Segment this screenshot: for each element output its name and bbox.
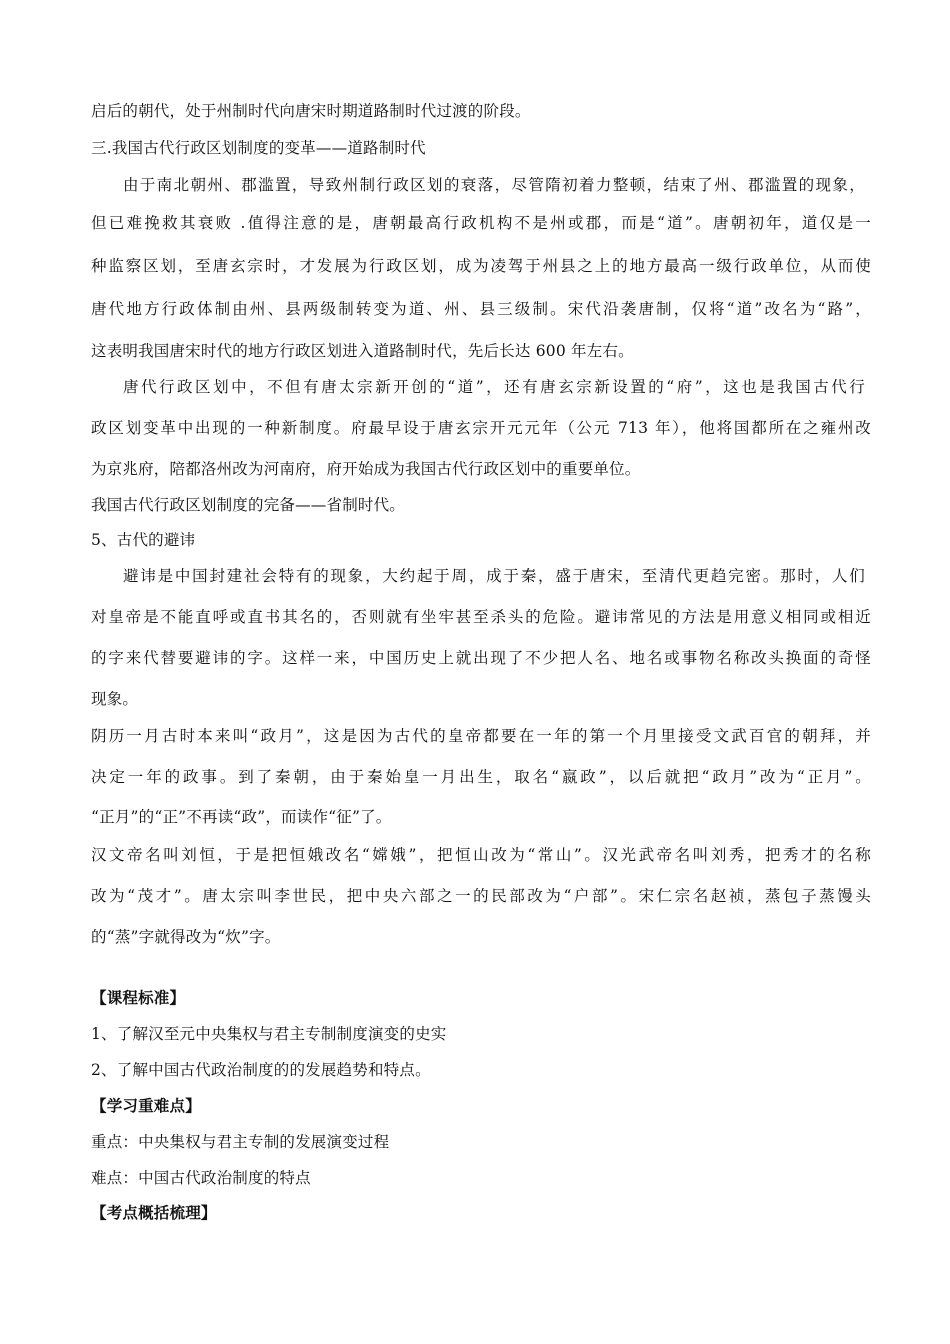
paragraph-line: 启后的朝代，处于州制时代向唐宋时期道路制时代过渡的阶段。	[91, 102, 531, 120]
paragraph-line: 这表明我国唐宋时代的地方行政区划进入道路制时代，先后长达 600 年左右。	[91, 342, 634, 360]
paragraph-line: 但已难挽救其衰败 .值得注意的是，唐朝最高行政机构不是州或郡，而是“道”。唐朝初年，道仅是一	[91, 214, 871, 232]
section-title-course-standard: 【课程标准】	[91, 988, 186, 1007]
paragraph-line: 对皇帝是不能直呼或直书其名的，否则就有坐牢甚至杀头的危险。避讳常见的方法是用意义相同或相近	[91, 608, 871, 626]
paragraph-line: 的字来代替要避讳的字。这样一来，中国历史上就出现了不少把人名、地名或事物名称改头换面的奇怪	[91, 649, 871, 667]
section-title-key-points: 【学习重难点】	[91, 1096, 201, 1115]
list-item: 2、了解中国古代政治制度的的发展趋势和特点。	[91, 1061, 431, 1079]
paragraph-line: 为京兆府，陪都洛州改为河南府，府开始成为我国古代行政区划中的重要单位。	[91, 460, 641, 478]
paragraph-line: 政区划变革中出现的一种新制度。府最早设于唐玄宗开元元年（公元 713 年），他将国都所在之雍州改	[91, 419, 871, 437]
list-item: 难点：中国古代政治制度的特点	[91, 1169, 311, 1187]
paragraph-line: 汉文帝名叫刘恒，于是把恒娥改名“嫦娥”，把恒山改为“常山”。汉光武帝名叫刘秀，把秀才的名称	[91, 846, 871, 864]
section-heading: 三.我国古代行政区划制度的变革——道路制时代	[91, 139, 426, 157]
paragraph-line: 决定一年的政事。到了秦朝，由于秦始皇一月出生，取名“嬴政”，以后就把“政月”改为“正月”。	[91, 768, 871, 786]
paragraph-line: “正月”的“正”不再读“政”，而读作“征”了。	[91, 808, 392, 826]
section-heading: 5、古代的避讳	[91, 531, 196, 549]
paragraph-line: 改为“茂才”。唐太宗叫李世民，把中央六部之一的民部改为“户部”。宋仁宗名赵祯，蒸包子蒸馒头	[91, 887, 871, 905]
list-item: 重点：中央集权与君主专制的发展演变过程	[91, 1133, 390, 1151]
paragraph-line: 唐代行政区划中，不但有唐太宗新开创的“道”，还有唐玄宗新设置的“府”，这也是我国古代行	[123, 378, 865, 396]
paragraph-line: 阴历一月古时本来叫“政月”，这是因为古代的皇帝都要在一年的第一个月里接受文武百官的朝拜，并	[91, 727, 871, 745]
paragraph-line: 现象。	[91, 690, 139, 708]
paragraph-line: 我国古代行政区划制度的完备——省制时代。	[91, 496, 406, 514]
paragraph-line: 种监察区划，至唐玄宗时，才发展为行政区划，成为凌驾于州县之上的地方最高一级行政单位，从而使	[91, 257, 871, 275]
paragraph-line: 由于南北朝州、郡滥置，导致州制行政区划的衰落，尽管隋初着力整顿，结束了州、郡滥置的现象，	[123, 176, 865, 194]
paragraph-line: 的“蒸”字就得改为“炊”字。	[91, 928, 281, 946]
list-item: 1、了解汉至元中央集权与君主专制制度演变的史实	[91, 1025, 447, 1043]
paragraph-line: 避讳是中国封建社会特有的现象，大约起于周，成于秦，盛于唐宋，至清代更趋完密。那时，人们	[123, 567, 865, 585]
paragraph-line: 唐代地方行政体制由州、县两级制转变为道、州、县三级制。宋代沿袭唐制，仅将“道”改名为“路”，	[91, 300, 871, 318]
section-title-outline: 【考点概括梳理】	[91, 1203, 217, 1222]
